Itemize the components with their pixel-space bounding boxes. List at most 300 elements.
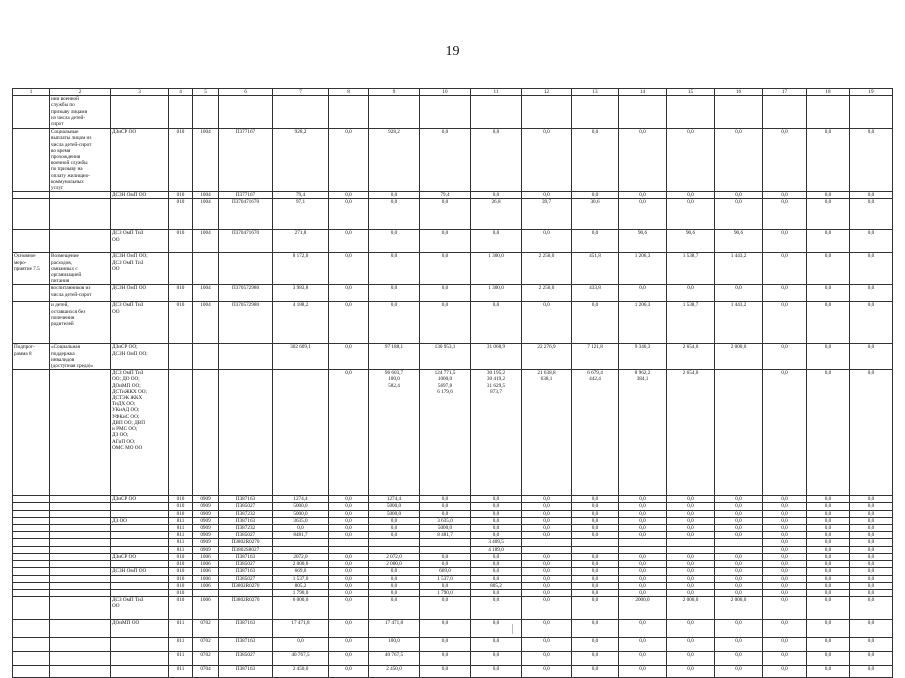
table-cell: 0,0 (807, 666, 850, 678)
table-cell: 0,0 (522, 553, 572, 560)
table-cell: 011 (169, 652, 193, 666)
table-cell (13, 370, 50, 496)
table-cell: 0,0 (572, 192, 619, 199)
table-cell: 0,0 (619, 589, 667, 596)
table-cell: П385027 (219, 575, 273, 582)
table-cell: 0,0 (329, 582, 369, 589)
table-cell: 0,0 (471, 638, 522, 652)
table-cell: 0,0 (807, 230, 850, 253)
table-cell: 0,0 (763, 496, 807, 503)
table-cell: 0,0 (522, 561, 572, 568)
table-row (13, 199, 893, 230)
table-row (13, 302, 893, 344)
table-cell: ДЗ ОО (111, 517, 169, 524)
table-cell: 0,0 (329, 129, 369, 192)
table-cell: 7 121,8 (572, 344, 619, 370)
table-cell: 0,0 (850, 503, 893, 510)
column-number-cell: 4 (169, 89, 193, 96)
table-cell: 1004 (193, 192, 219, 199)
table-cell: 1 538,7 (667, 253, 715, 285)
table-cell: 0909 (193, 539, 219, 546)
table-cell: 0909 (193, 546, 219, 553)
table-cell: 0,0 (420, 638, 471, 652)
table-cell: П387163 (219, 620, 273, 638)
table-cell (219, 96, 273, 129)
table-cell: 0,0 (763, 589, 807, 596)
table-cell: 2 000,0 (715, 597, 763, 620)
table-cell: 0,0 (369, 532, 420, 539)
table-cell: ДСЗ ОмП ТиЗ ОО (111, 302, 169, 344)
table-cell: 0,0 (715, 285, 763, 302)
table-cell (50, 582, 111, 589)
table-cell (522, 546, 572, 553)
table-cell (50, 230, 111, 253)
table-cell: 0,0 (522, 597, 572, 620)
table-cell: 1 790,0 (273, 589, 329, 596)
page-number: 19 (445, 44, 460, 59)
table-cell: 0,0 (850, 129, 893, 192)
table-cell: 0,0 (572, 620, 619, 638)
table-cell (111, 546, 169, 553)
table-cell: 0,0 (619, 496, 667, 503)
table-cell: 0,0 (850, 517, 893, 524)
table-cell: П3802S8027 (219, 546, 273, 553)
table-cell: 5000,0 (369, 510, 420, 517)
table-cell: 1 443,2 (715, 302, 763, 344)
table-cell: 010 (169, 568, 193, 575)
table-cell (369, 546, 420, 553)
table-cell (715, 96, 763, 129)
table-row (13, 597, 893, 620)
table-cell: Подпрог- рамма 8 (13, 344, 50, 370)
table-cell: 0,0 (369, 199, 420, 230)
table-cell: 0,0 (420, 582, 471, 589)
table-cell (715, 539, 763, 546)
table-cell: 5000,0 (369, 503, 420, 510)
table-cell: 0,0 (572, 589, 619, 596)
table-cell: 811 (169, 517, 193, 524)
table-cell: П387163 (219, 666, 273, 678)
table-cell: 0,0 (329, 568, 369, 575)
table-cell (13, 503, 50, 510)
table-cell: 0,0 (471, 496, 522, 503)
table-cell: 0,0 (850, 496, 893, 503)
table-cell: 0,0 (522, 582, 572, 589)
table-cell: 1006 (193, 597, 219, 620)
table-cell: 100,0 (369, 638, 420, 652)
table-cell: 0,0 (572, 638, 619, 652)
table-cell: 0,0 (763, 503, 807, 510)
table-cell: 0,0 (522, 129, 572, 192)
table-cell: 0,0 (807, 525, 850, 532)
table-cell: П387232 (219, 510, 273, 517)
table-row (13, 96, 893, 129)
column-number-cell: 15 (667, 89, 715, 96)
table-cell: 811 (169, 539, 193, 546)
table-cell: 0,0 (471, 510, 522, 517)
table-cell: 30 195,2 30 419,2 31 629,5 873,7 (471, 370, 522, 496)
table-cell: ДСЗН ОмП ОО (111, 192, 169, 199)
table-cell: 302 609,1 (273, 344, 329, 370)
table-cell: 0,0 (807, 344, 850, 370)
table-cell: 0,0 (329, 597, 369, 620)
table-cell: 0,0 (715, 199, 763, 230)
table-cell: 0,0 (850, 230, 893, 253)
table-cell: 0,0 (329, 638, 369, 652)
table-cell: 2 072,0 (369, 553, 420, 560)
table-cell: 0,0 (619, 129, 667, 192)
table-cell: 0,0 (715, 568, 763, 575)
table-cell: 0,0 (369, 568, 420, 575)
table-cell: 0,0 (522, 192, 572, 199)
table-cell (13, 192, 50, 199)
column-number-cell: 1 (13, 89, 50, 96)
table-cell: 1 790,0 (420, 589, 471, 596)
table-cell: 0,0 (471, 517, 522, 524)
table-cell: ДЗиСР ОО (111, 496, 169, 503)
table-row (13, 620, 893, 638)
table-row (13, 192, 893, 199)
table-cell (13, 589, 50, 596)
table-cell: 30,6 (572, 199, 619, 230)
table-cell (667, 546, 715, 553)
table-cell: ДСЗН ОмП ОО (111, 285, 169, 302)
table-cell: 8 172,0 (273, 253, 329, 285)
table-cell: 0,0 (715, 503, 763, 510)
table-cell: 90,6 (619, 230, 667, 253)
table-cell: ДСЗ ОмП ТиЗ ОО (111, 230, 169, 253)
table-cell: 805,2 (471, 582, 522, 589)
table-cell: 811 (169, 525, 193, 532)
table-cell: 0,0 (807, 597, 850, 620)
table-cell: 0,0 (420, 302, 471, 344)
table-cell: 5000,0 (420, 525, 471, 532)
table-cell (193, 589, 219, 596)
table-cell: 0,0 (329, 666, 369, 678)
table-cell: ДОиМП ОО (111, 620, 169, 638)
table-cell: 928,2 (369, 129, 420, 192)
table-cell: 0,0 (619, 503, 667, 510)
table-cell: 0,0 (763, 370, 807, 496)
table-cell (111, 503, 169, 510)
table-row (13, 230, 893, 253)
table-cell: 0,0 (369, 230, 420, 253)
table-cell (111, 539, 169, 546)
table-cell: 0,0 (807, 620, 850, 638)
table-cell: 0,0 (329, 230, 369, 253)
table-cell: 0,0 (667, 192, 715, 199)
table-cell: ДСЗН ОмП ОО; ДСЗ ОмП ТиЗ ОО (111, 253, 169, 285)
table-cell (13, 496, 50, 503)
table-cell: 0,0 (807, 652, 850, 666)
table-cell: 0,0 (471, 525, 522, 532)
table-cell: ДЗиСР ОО; ДСЗН ОмП ОО; (111, 344, 169, 370)
table-cell: 0,0 (619, 532, 667, 539)
table-cell: Социальные выплаты лицам из числа детей-сирот во время прохождения военной службы по призыву на оплату жилищно- коммунальных услуг (50, 129, 111, 192)
table-cell: 0,0 (522, 666, 572, 678)
table-cell: 0,0 (420, 129, 471, 192)
table-cell: 669,0 (420, 568, 471, 575)
table-cell: 0,0 (763, 597, 807, 620)
table-cell: 0,0 (763, 620, 807, 638)
table-cell: 0,0 (522, 230, 572, 253)
table-row (13, 546, 893, 553)
table-cell (13, 510, 50, 517)
table-cell: 97 188,1 (369, 344, 420, 370)
table-cell: 124 771,5 1000,0 5697,8 6 179,6 (420, 370, 471, 496)
table-cell (13, 553, 50, 560)
table-cell: 1 206,3 (619, 253, 667, 285)
table-cell (13, 546, 50, 553)
table-cell: 010 (169, 503, 193, 510)
table-cell: 0,0 (522, 503, 572, 510)
table-cell (50, 510, 111, 517)
column-number-cell: 6 (219, 89, 273, 96)
table-cell: 0,0 (572, 230, 619, 253)
table-row (13, 253, 893, 285)
table-cell: 0,0 (522, 532, 572, 539)
table-cell: 0,0 (329, 589, 369, 596)
table-cell: 0,0 (572, 496, 619, 503)
table-cell: 0,0 (807, 532, 850, 539)
table-cell (111, 510, 169, 517)
table-cell: 0,0 (667, 561, 715, 568)
table-cell: 0,0 (522, 496, 572, 503)
table-cell: 0,0 (807, 370, 850, 496)
table-cell (13, 582, 50, 589)
table-cell: П3802R0270 (219, 582, 273, 589)
table-cell: 2 000,0 (369, 561, 420, 568)
table-cell (50, 546, 111, 553)
table-cell (13, 302, 50, 344)
table-cell: 0,0 (420, 230, 471, 253)
table-cell: 2 450,0 (273, 666, 329, 678)
table-cell: 21 638,8 638,1 (522, 370, 572, 496)
table-cell (273, 370, 329, 496)
table-row (13, 503, 893, 510)
table-cell: 0,0 (329, 517, 369, 524)
table-cell: 0,0 (369, 285, 420, 302)
table-cell: 0,0 (850, 589, 893, 596)
table-cell: 0,0 (619, 553, 667, 560)
table-cell: 3 635,0 (420, 517, 471, 524)
table-cell: 0,0 (273, 525, 329, 532)
table-cell (13, 539, 50, 546)
table-cell: 0,0 (667, 285, 715, 302)
table-cell: 0,0 (667, 517, 715, 524)
table-cell: 011 (169, 638, 193, 652)
table-cell: 0,0 (667, 129, 715, 192)
table-cell: 0,0 (763, 532, 807, 539)
table-cell (50, 370, 111, 496)
table-cell: 0,0 (667, 532, 715, 539)
table-cell: 0,0 (763, 510, 807, 517)
table-cell: 0,0 (807, 192, 850, 199)
table-cell: 011 (169, 666, 193, 678)
table-cell: 0,0 (807, 496, 850, 503)
table-cell: 0,0 (619, 582, 667, 589)
table-cell: 010 (169, 575, 193, 582)
table-cell: 010 (169, 597, 193, 620)
table-cell: 1274,4 (369, 496, 420, 503)
table-cell: 0909 (193, 503, 219, 510)
table-cell (420, 539, 471, 546)
table-cell: 0,0 (572, 525, 619, 532)
table-cell: 0,0 (522, 525, 572, 532)
table-cell: 0,0 (667, 575, 715, 582)
table-cell: 0,0 (369, 525, 420, 532)
table-cell (13, 96, 50, 129)
table-cell: 0,0 (420, 285, 471, 302)
table-cell (111, 525, 169, 532)
table-cell: 0,0 (273, 638, 329, 652)
table-cell (111, 532, 169, 539)
table-cell: 811 (169, 532, 193, 539)
table-cell (572, 539, 619, 546)
table-cell: 0,0 (329, 510, 369, 517)
table-cell: 0,0 (471, 503, 522, 510)
column-number-cell: 19 (850, 89, 893, 96)
table-cell: 79,4 (420, 192, 471, 199)
table-row (13, 539, 893, 546)
table-cell: 5000,0 (273, 510, 329, 517)
table-cell: 130 953,1 (420, 344, 471, 370)
table-cell: 0702 (193, 620, 219, 638)
table-cell: 0,0 (619, 638, 667, 652)
table-cell: 0,0 (763, 192, 807, 199)
table-cell: 0,0 (807, 575, 850, 582)
table-cell: 0,0 (807, 582, 850, 589)
table-cell: 0,0 (369, 589, 420, 596)
table-cell: 0,0 (369, 253, 420, 285)
table-cell: 0,0 (850, 285, 893, 302)
table-cell: 2 000,0 (715, 344, 763, 370)
table-cell: 0,0 (715, 553, 763, 560)
column-number-cell: 16 (715, 89, 763, 96)
column-number-cell: 3 (111, 89, 169, 96)
column-number-cell: 10 (420, 89, 471, 96)
table-cell: 0,0 (850, 539, 893, 546)
table-cell: 0,0 (850, 192, 893, 199)
table-cell: 0,0 (471, 192, 522, 199)
table-cell: 0,0 (807, 129, 850, 192)
table-cell (193, 253, 219, 285)
table-cell: 0,0 (619, 568, 667, 575)
table-cell: 0,0 (329, 532, 369, 539)
table-cell: 0,0 (850, 302, 893, 344)
table-cell: ДЗиСР ОО (111, 553, 169, 560)
table-cell: 0,0 (763, 302, 807, 344)
table-cell: 0,0 (807, 510, 850, 517)
table-cell: 0,0 (715, 129, 763, 192)
table-cell (619, 539, 667, 546)
table-cell: 0,0 (369, 517, 420, 524)
table-cell: 0,0 (715, 561, 763, 568)
table-cell: 0,0 (763, 253, 807, 285)
table-cell: 0,0 (572, 582, 619, 589)
table-cell (572, 546, 619, 553)
table-cell: 0,0 (763, 230, 807, 253)
table-cell: 0,0 (850, 525, 893, 532)
table-cell: 79,4 (273, 192, 329, 199)
column-number-header (13, 89, 893, 96)
table-cell: 0,0 (471, 302, 522, 344)
table-cell: 0,0 (329, 525, 369, 532)
table-cell (619, 546, 667, 553)
table-cell: 0,0 (807, 561, 850, 568)
column-number-cell: 11 (471, 89, 522, 96)
table-cell: 0,0 (807, 546, 850, 553)
table-cell: П387163 (219, 496, 273, 503)
table-cell: 0,0 (807, 302, 850, 344)
table-cell: 0,0 (420, 496, 471, 503)
table-cell (329, 96, 369, 129)
table-cell: 2 000,0 (667, 597, 715, 620)
table-cell (219, 370, 273, 496)
table-cell: 0,0 (329, 503, 369, 510)
table-cell: 0,0 (667, 582, 715, 589)
table-cell: 0,0 (715, 525, 763, 532)
table-cell: 010 (169, 230, 193, 253)
table-cell: 0,0 (763, 575, 807, 582)
table-cell: 0,0 (850, 582, 893, 589)
table-cell: 0,0 (329, 285, 369, 302)
table-cell: 1004 (193, 285, 219, 302)
table-cell: 0,0 (572, 561, 619, 568)
table-cell (193, 370, 219, 496)
table-cell: П370471670 (219, 230, 273, 253)
table-cell: П370572980 (219, 285, 273, 302)
column-number-cell: 17 (763, 89, 807, 96)
table-cell: 0,0 (850, 666, 893, 678)
table-cell: 0,0 (667, 503, 715, 510)
table-cell: 2072,0 (273, 553, 329, 560)
table-cell: 010 (169, 589, 193, 596)
table-cell: 0,0 (763, 568, 807, 575)
table-cell: 0,0 (850, 652, 893, 666)
table-cell: 0704 (193, 666, 219, 678)
table-cell: П385027 (219, 503, 273, 510)
table-cell: 0,0 (667, 589, 715, 596)
budget-table-wrapper (12, 88, 892, 678)
table-cell: 0,0 (667, 553, 715, 560)
table-cell: 8 962,2 384,1 (619, 370, 667, 496)
table-cell: 0,0 (572, 597, 619, 620)
table-cell (111, 561, 169, 568)
table-cell (13, 532, 50, 539)
column-number-cell: 5 (193, 89, 219, 96)
table-cell: 669,0 (273, 568, 329, 575)
table-cell: 0,0 (420, 199, 471, 230)
table-cell (50, 199, 111, 230)
table-cell: П370572980 (219, 302, 273, 344)
table-cell (169, 344, 193, 370)
table-cell: 2 654,0 (667, 370, 715, 496)
table-cell (13, 230, 50, 253)
table-cell: 0,0 (420, 561, 471, 568)
table-cell: 928,2 (273, 129, 329, 192)
table-cell: 0,0 (850, 575, 893, 582)
table-cell: 0909 (193, 517, 219, 524)
table-cell: 0,0 (763, 285, 807, 302)
table-cell: 31 068,9 (471, 344, 522, 370)
table-cell: 1006 (193, 575, 219, 582)
table-cell: 3 983,8 (273, 285, 329, 302)
table-cell: 0,0 (420, 597, 471, 620)
table-cell: 0,0 (763, 553, 807, 560)
table-cell: 26,8 (471, 199, 522, 230)
table-cell: 0,0 (715, 652, 763, 666)
